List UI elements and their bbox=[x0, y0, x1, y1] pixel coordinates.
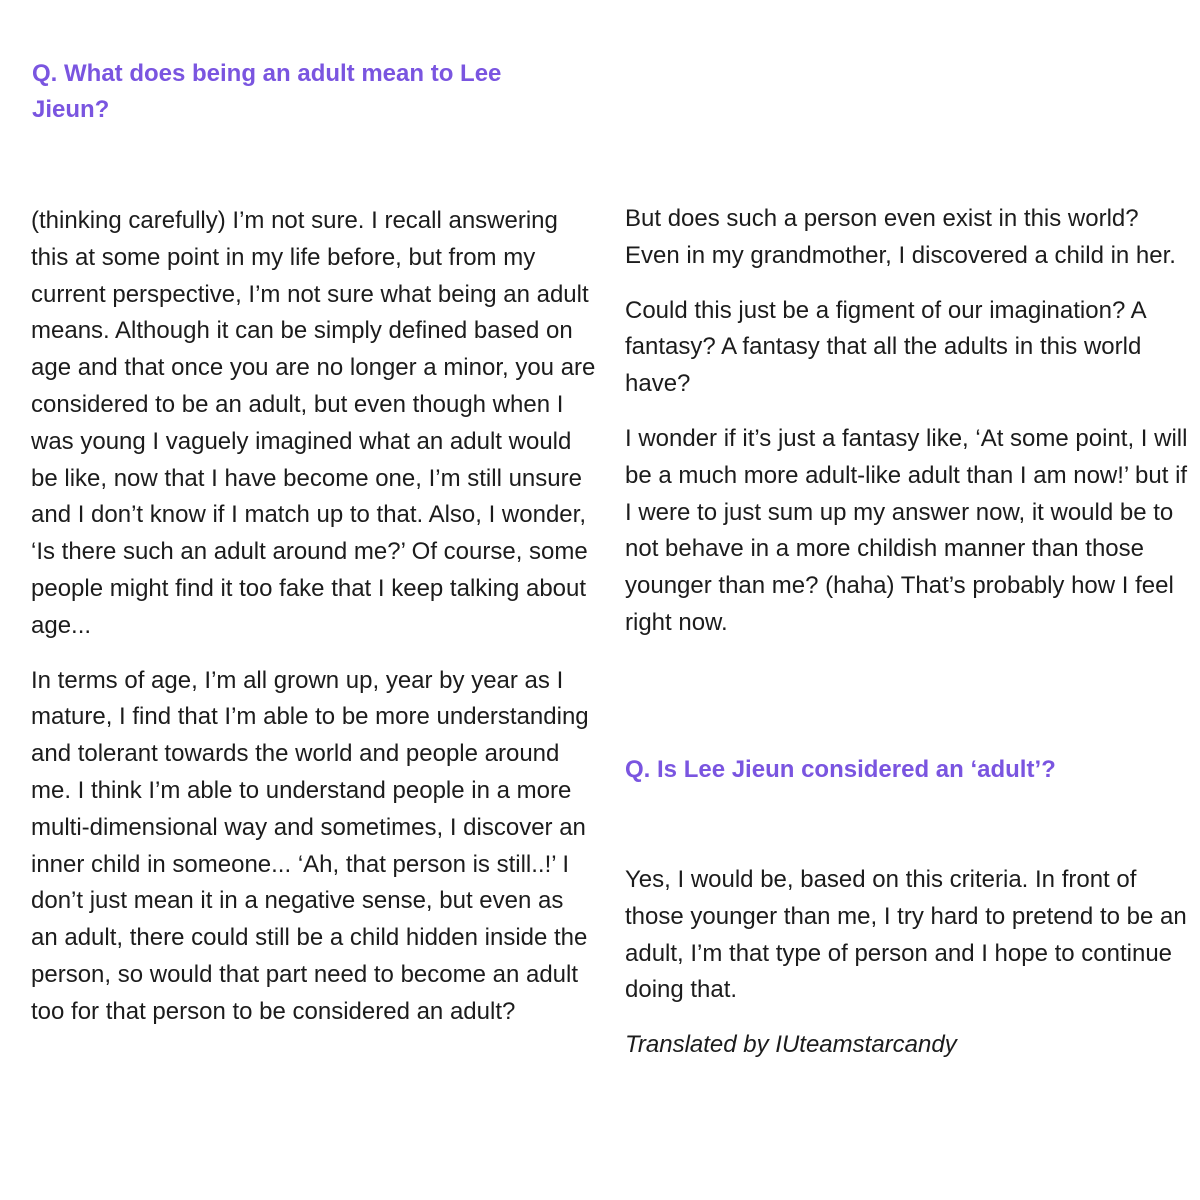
second-answer-block bbox=[625, 862, 1190, 1082]
question-heading-adult-meaning: Q. What does being an adult mean to Lee Jieun? bbox=[32, 60, 502, 123]
answer-paragraph: Yes, I would be, based on this criteria. In front of those younger than me, I try hard to pretend to be an adult, I’m that type of person and I hope to continue doing that. bbox=[625, 866, 1187, 1004]
left-column-answer bbox=[31, 203, 596, 1049]
right-column-answer bbox=[625, 201, 1190, 660]
answer-paragraph: (thinking carefully) I’m not sure. I recall answering this at some point in my life before, but from my current perspective, I’m not sure what being an adult means. Although it can be simply defined based on age and that once you are no longer a minor, you are considered to be an adult, but even though when I was young I vaguely imagined what an adult would be like, now that I have become one, I’m still unsure and I don’t know if I match up to that. Also, I wonder, ‘Is there such an adult around me?’ Of course, some people might find it too fake that I keep talking about age... bbox=[31, 207, 596, 639]
question-heading-considered-adult: Q. Is Lee Jieun considered an ‘adult’? bbox=[625, 756, 1056, 783]
answer-paragraph: I wonder if it’s just a fantasy like, ‘At some point, I will be a much more adult-like adult than I am now!’ but if I were to just sum up my answer now, it would be to not behave in a more childish manner than those younger than me? (haha) That’s probably how I feel right now. bbox=[625, 424, 1188, 636]
answer-paragraph: Could this just be a figment of our imagination? A fantasy? A fantasy that all the adults in this world have? bbox=[625, 296, 1146, 398]
translation-credit: Translated by IUteamstarcandy bbox=[625, 1031, 957, 1059]
answer-paragraph: But does such a person even exist in this world? Even in my grandmother, I discovered a child in her. bbox=[625, 205, 1176, 269]
answer-paragraph: In terms of age, I’m all grown up, year by year as I mature, I find that I’m able to be more understanding and tolerant towards the world and people around me. I think I’m able to understand people in a more multi-dimensional way and sometimes, I discover an inner child in someone... ‘Ah, that person is still..!’ I don’t just mean it in a negative sense, but even as an adult, there could still be a child hidden inside the person, so would that part need to become an adult too for that person to be considered an adult? bbox=[31, 666, 589, 1025]
